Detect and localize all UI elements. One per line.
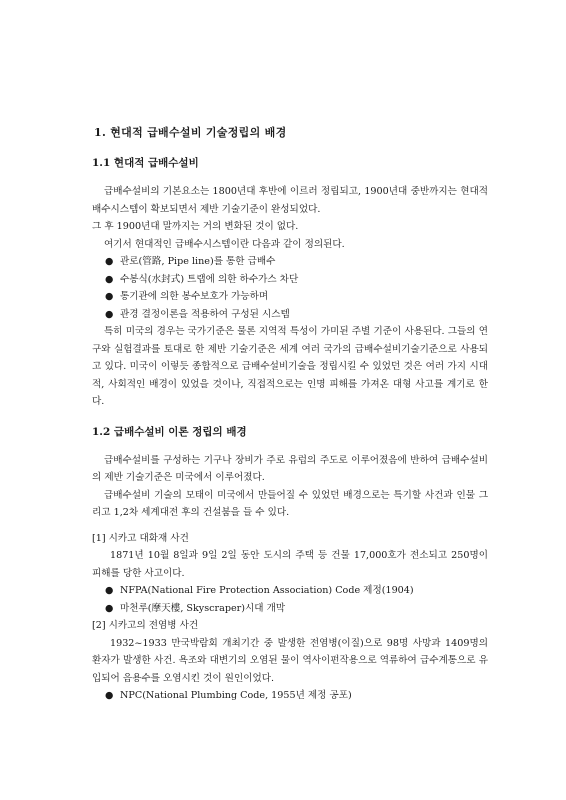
reference-2-text: 1932~1933 만국박람회 개최기간 중 발생한 전염병(이질)으로 98명 사망과 1409명의 환자가 발생한 사건. 욕조와 대변기의 오염된 물이 역사이펀작용으로 역류하여 급수계통으로 유입되어 음용수를 오염시킨 것이 원인이었다.: [92, 637, 488, 684]
section-1-1-paragraph-3: 여기서 현대적인 급배수시스템이란 다음과 같이 정의된다.: [104, 238, 345, 250]
reference-2-list: [92, 687, 488, 705]
bullet-icon: ●: [105, 585, 114, 596]
section-1-1-paragraph-2: 그 후 1900년대 말까지는 거의 변화된 것이 없다.: [92, 221, 299, 232]
list-item: ● 관경 결정이론을 적용하여 구성된 시스템: [92, 306, 488, 324]
section-1-1-heading: 1.1 현대적 급배수설비: [92, 157, 199, 169]
chapter-heading: 1. 현대적 급배수설비 기술정립의 배경: [94, 126, 287, 139]
section-1-1-paragraph-4: 특히 미국의 경우는 국가기준은 물론 지역적 특성이 가미된 주별 기준이 사용된다. 그들의 연구와 실험결과를 토대로 한 제반 기술기준은 세계 여러 국가의 급배수설비기술기준으로 사용되고 있다. 미국이 이렇듯 종합적으로 급배수설비기술을 정립시킬 수 있었던 것은 여러 가지 시대적, 사회적인 배경이 있었을 것이나, 직접적으로는 인명 피해를 가져온 대형 사고를 계기로 한다.: [92, 326, 488, 407]
bullet-icon: ●: [105, 602, 114, 614]
section-1-2-heading: 1.2 급배수설비 이론 정립의 배경: [92, 425, 247, 438]
section-1-2-paragraph-1: 급배수설비를 구성하는 기구나 장비가 주로 유럽의 주도로 이루어졌음에 반하여 급배수설비의 제반 기술기준은 미국에서 이루어졌다.: [92, 454, 488, 483]
bullet-icon: ●: [105, 291, 114, 302]
list-item: ● NPC(National Plumbing Code, 1955년 제정 공포): [92, 687, 488, 705]
list-item: ● 통기관에 의한 봉수보호가 가능하며: [92, 288, 488, 306]
section-1-1-paragraph-1: 급배수설비의 기본요소는 1800년대 후반에 이르러 정립되고, 1900년대 중반까지는 현대적 배수시스템이 확보되면서 제반 기술기준이 완성되었다.: [92, 186, 488, 215]
reference-1-title: [1] 시카고 대화재 사건: [92, 532, 189, 544]
list-item: ● 수봉식(水封式) 트랩에 의한 하수가스 차단: [92, 271, 488, 289]
section-1-2-paragraph-2: 급배수설비 기술의 모태이 미국에서 만들어질 수 있었던 배경으로는 특기할 사건과 인물 그리고 1,2차 세계대전 후의 건설붐을 들 수 있다.: [92, 489, 488, 518]
list-item: ● 관로(管路, Pipe line)를 통한 급배수: [92, 253, 488, 271]
list-item: ● NFPA(National Fire Protection Association) Code 제정(1904): [92, 582, 488, 600]
bullet-icon: ●: [105, 256, 114, 267]
reference-1-list: [92, 582, 488, 617]
reference-2-title: [2] 시카고의 전염병 사건: [92, 620, 199, 631]
bullet-icon: ●: [105, 690, 114, 701]
document-page: [92, 124, 488, 705]
reference-1-text: 1871년 10월 8일과 9일 2일 동안 도시의 주택 등 건물 17,000호가 전소되고 250명이 피해를 당한 사고이다.: [92, 550, 488, 579]
list-item: ● 마천루(摩天樓, Skyscraper)시대 개막: [92, 600, 488, 618]
bullet-icon: ●: [105, 273, 114, 285]
definition-list: [92, 253, 488, 323]
bullet-icon: ●: [105, 308, 114, 320]
